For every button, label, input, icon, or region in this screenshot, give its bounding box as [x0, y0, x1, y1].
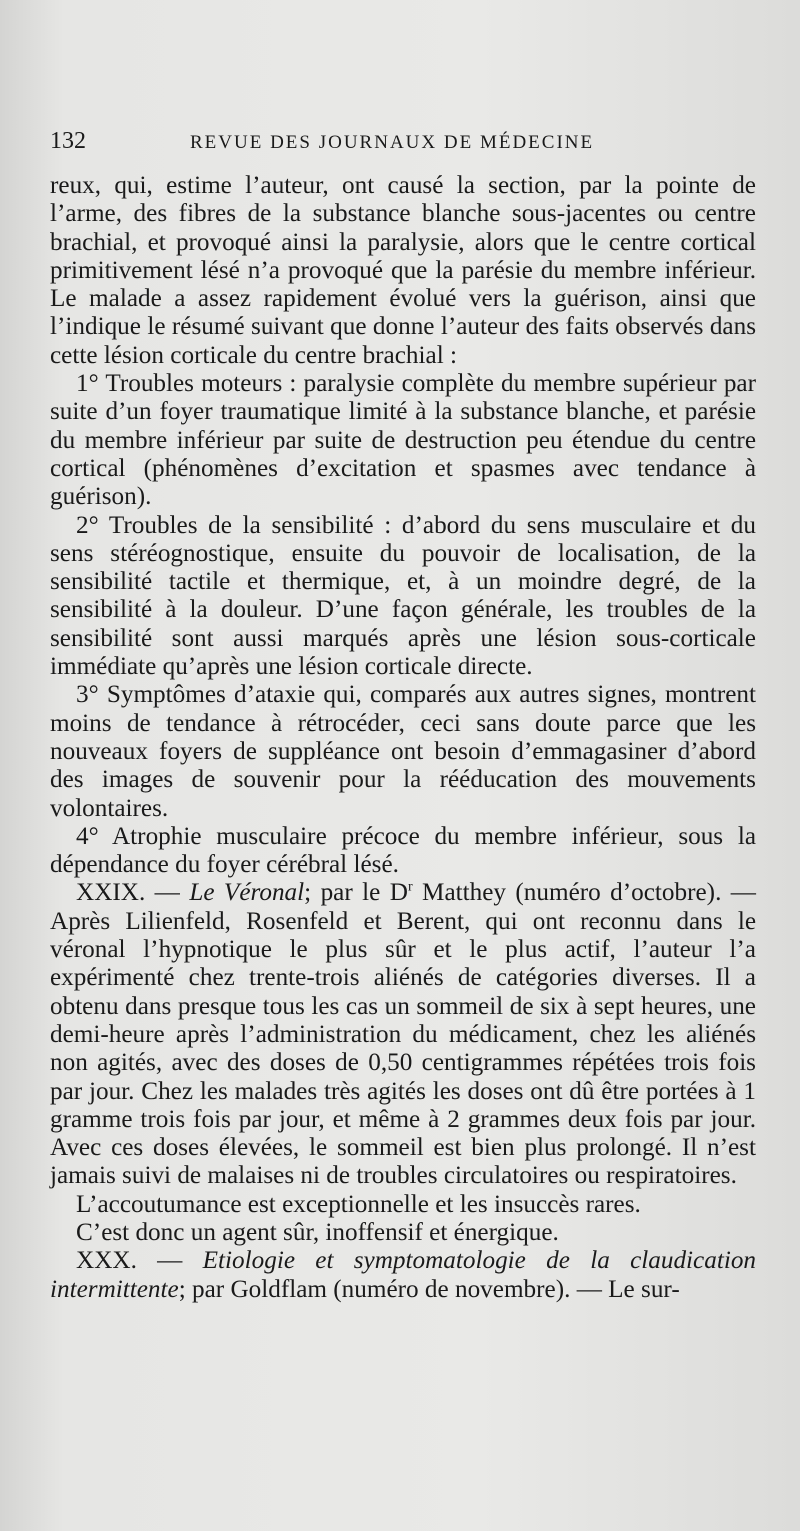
- running-head: REVUE DES JOURNAUX DE MÉDECINE: [190, 132, 595, 153]
- paragraph-conclusion: C’est donc un agent sûr, inoffensif et énergique.: [76, 1218, 559, 1246]
- section-xxix-number: XXIX. —: [76, 879, 180, 907]
- paragraph-motor-troubles: 1° Troubles moteurs : paralysie complète du membre supérieur par suite d’un foyer traumatique limité à la substance blanche, et parésie du membre inférieur par suite de destruction peu étendue du centre cortical (phénomènes d’excitation et spasmes avec tendance à guérison).: [50, 370, 756, 511]
- section-xxix-title: Le Véronal: [189, 879, 305, 907]
- paragraph-continued: reux, qui, estime l’auteur, ont causé la section, par la pointe de l’arme, des fibres de la substance blanche sous-jacentes ou centre brachial, et provoqué ainsi la paralysie, alors que le centre cortical primitivement lésé n’a provoqué que la parésie du membre inférieur. Le malade a assez rapidement évolué vers la guérison, ainsi que l’indique le résumé suivant que donne l’auteur des faits observés dans cette lésion corticale du centre brachial :: [50, 172, 756, 369]
- section-xxix-text: Matthey (numéro d’octobre). — Après Lilienfeld, Rosenfeld et Berent, qui ont reconnu dans le véronal l’hypnotique le plus sûr et le plus actif, l’auteur l’a expérimenté chez trente-trois aliénés de catégories diverses. Il a obtenu dans presque tous les cas un sommeil de six à sept heures, une demi-heure après l’administration du médicament, chez les aliénés non agités, avec des doses de 0,50 centigrammes répétées trois fois par jour. Chez les malades très agités les doses ont dû être portées à 1 gramme trois fois par jour, et même à 2 grammes deux fois par jour. Avec ces doses élevées, le sommeil est bien plus prolongé. Il n’est jamais suivi de malaises ni de troubles circulatoires ou respiratoires.: [50, 879, 756, 1190]
- section-xxix-sup: r: [407, 880, 413, 896]
- page-body: [50, 172, 756, 1304]
- section-xxx-title: Etiologie et symptomatologie de la claudication intermittente: [50, 1247, 757, 1303]
- paragraph-atrophy: 4° Atrophie musculaire précoce du membre inférieur, sous la dépendance du foyer cérébral lésé.: [50, 822, 756, 879]
- section-xxx: [50, 1247, 756, 1304]
- page-header: [50, 128, 748, 160]
- page-number: 132: [50, 128, 86, 154]
- section-xxix: [50, 879, 756, 1190]
- paragraph-accoutumance: L’accoutumance est exceptionnelle et les insuccès rares.: [76, 1190, 641, 1218]
- section-xxix-by: ; par le D: [304, 879, 408, 907]
- section-xxx-number: XXX. —: [76, 1247, 183, 1275]
- paragraph-ataxia: 3° Symptômes d’ataxie qui, comparés aux autres signes, montrent moins de tendance à rétrocéder, ceci sans doute parce que les nouveaux foyers de suppléance ont besoin d’emmagasiner d’abord des images de souvenir pour la rééducation des mouvements volontaires.: [50, 681, 756, 822]
- paragraph-sensibility-troubles: 2° Troubles de la sensibilité : d’abord du sens musculaire et du sens stéréognostique, ensuite du pouvoir de localisation, de la sensibilité tactile et thermique, et, à un moindre degré, de la sensibilité à la douleur. D’une façon générale, les troubles de la sensibilité sont aussi marqués après une lésion sous-corticale immédiate qu’après une lésion corticale directe.: [50, 511, 756, 681]
- section-xxx-text: ; par Goldflam (numéro de novembre). — Le sur-: [178, 1275, 680, 1303]
